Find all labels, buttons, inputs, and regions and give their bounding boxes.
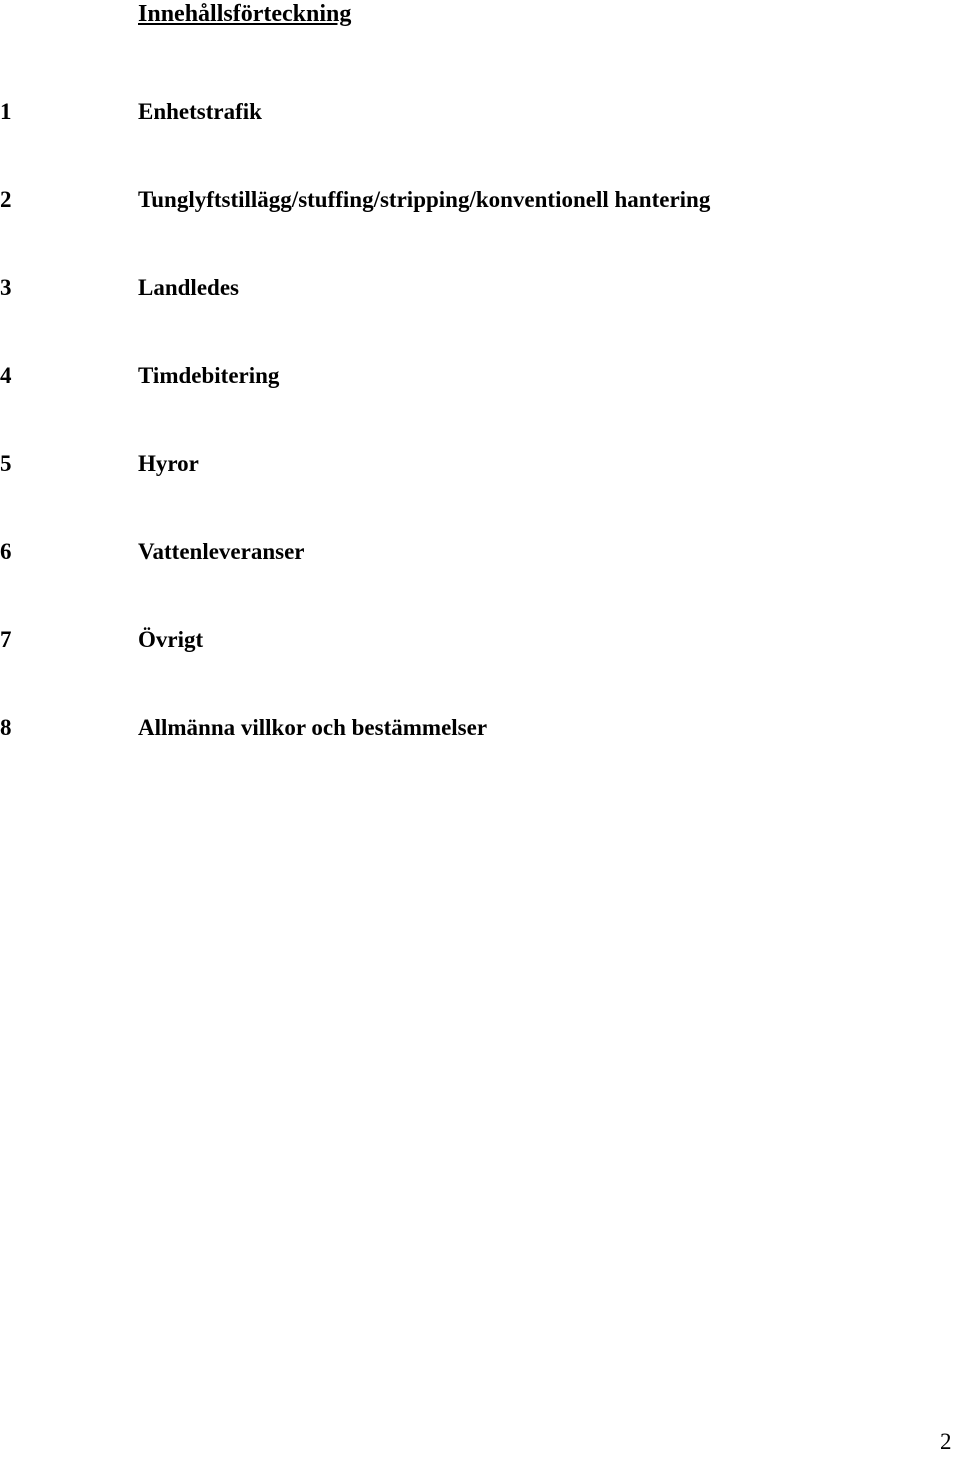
toc-item-title: Enhetstrafik <box>138 99 262 124</box>
toc-item-number: 8 <box>0 715 12 740</box>
toc-item-2 <box>0 185 960 273</box>
toc-item-title: Vattenleveranser <box>138 539 305 564</box>
toc-item-title: Timdebitering <box>138 363 280 388</box>
toc-item-number: 5 <box>0 451 12 476</box>
toc-item-5 <box>0 449 960 537</box>
toc-item-title: Övrigt <box>138 627 204 652</box>
toc-item-8 <box>0 713 960 801</box>
toc-item-title: Allmänna villkor och bestämmelser <box>138 715 488 740</box>
toc-item-number: 1 <box>0 99 12 124</box>
toc-item-4 <box>0 361 960 449</box>
toc-item-6 <box>0 537 960 625</box>
toc-item-number: 6 <box>0 539 12 564</box>
table-of-contents <box>0 97 960 801</box>
toc-item-1 <box>0 97 960 185</box>
toc-item-title: Tunglyftstillägg/stuffing/stripping/konventionell hantering <box>138 187 711 212</box>
page-title: Innehållsförteckning <box>138 1 352 27</box>
toc-item-number: 3 <box>0 275 12 300</box>
toc-item-title: Hyror <box>138 451 199 476</box>
toc-item-3 <box>0 273 960 361</box>
toc-item-number: 7 <box>0 627 12 652</box>
toc-item-7 <box>0 625 960 713</box>
toc-item-number: 2 <box>0 187 12 212</box>
page-number: 2 <box>940 1429 952 1454</box>
toc-item-number: 4 <box>0 363 12 388</box>
toc-item-title: Landledes <box>138 275 239 300</box>
